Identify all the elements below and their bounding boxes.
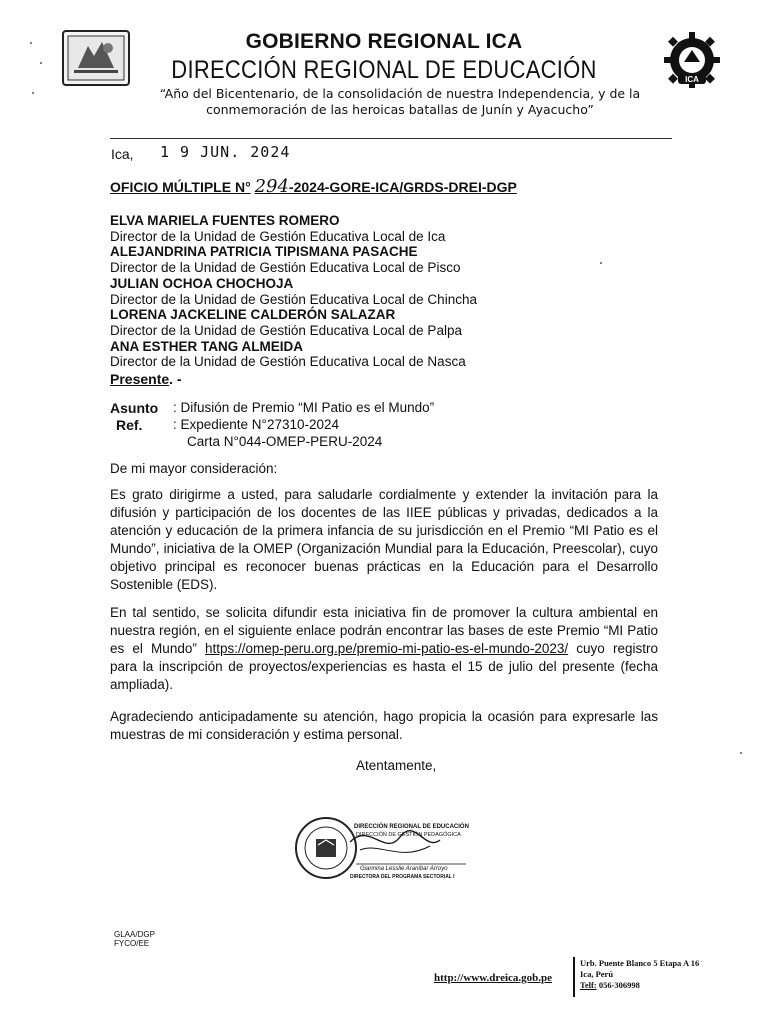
oficio-prefix: OFICIO MÚLTIPLE N° <box>110 179 251 195</box>
recipient-role: Director de la Unidad de Gestión Educativa Local de Chincha <box>110 291 477 307</box>
header-rule <box>110 138 672 139</box>
oficio-suffix: -2024-GORE-ICA/GRDS-DREI-DGP <box>288 179 517 195</box>
signer-name: Giannina Lesslie Aranibar Arroyo <box>360 866 448 872</box>
recipient-role: Director de la Unidad de Gestión Educativa Local de Palpa <box>110 322 462 338</box>
asunto-label: Asunto <box>110 400 159 416</box>
footer-divider <box>573 957 575 997</box>
motto-line-1: “Año del Bicentenario, de la consolidación de nuestra Independencia, y de la <box>159 86 641 101</box>
phone-label: Telf: <box>580 980 597 990</box>
paragraph-closing: Agradeciendo anticipadamente su atención, hago propicia la ocasión para expresarle las muestras de mi consideración y estima personal. <box>110 709 658 742</box>
phone-line <box>580 980 699 991</box>
scan-speck <box>30 42 32 44</box>
recipient-role: Director de la Unidad de Gestión Educativa Local de Ica <box>110 228 446 244</box>
paragraph-request-text: En tal sentido, se solicita difundir esta iniciativa fin de promover la cultura ambiental en nuestra región, en el siguiente enlace podrán encontrar las bases de este Premio “MI Patio es el Mundo” <box>110 605 658 656</box>
motto-line-2: conmemoración de las heroicas batallas de Junín y Ayacucho” <box>206 102 594 117</box>
ref-label: Ref. <box>116 417 143 433</box>
recipient-name: ELVA MARIELA FUENTES ROMERO <box>110 213 340 228</box>
paragraph-invitation: Es grato dirigirme a usted, para saludarle cordialmente y extender la invitación para la difusión y participación de los docentes de las IIEE públicas y privadas, dedicados a la atención y educación de la primera infancia de su jurisdicción en el Premio “MI Patio es el Mundo”, iniciativa de la OMEP (Organización Mundial para la Educación, Preescolar), cuyo objetivo principal es reconocer buenas prácticas en la Educación para el Desarrollo Sostenible (EDS). <box>110 487 658 592</box>
reference-initials <box>114 930 155 948</box>
ref-value-2: Carta N°044-OMEP-PERU-2024 <box>187 434 383 449</box>
recipient-name: ALEJANDRINA PATRICIA TIPISMANA PASACHE <box>110 244 418 260</box>
scan-speck <box>40 62 42 64</box>
oficio-number <box>110 176 517 197</box>
year-motto <box>150 86 650 118</box>
asunto-value: : Difusión de Premio “MI Patio es el Mundo” <box>173 400 435 415</box>
initials-line-1: GLAA/DGP <box>114 930 155 939</box>
greeting: De mi mayor consideración: <box>110 461 278 476</box>
recipient-name: ANA ESTHER TANG ALMEIDA <box>110 338 303 354</box>
recipient-role: Director de la Unidad de Gestión Educativa Local de Pisco <box>110 260 461 276</box>
scan-speck <box>600 262 602 264</box>
oficio-handwritten-number: 294 <box>254 176 289 197</box>
recipient-name: JULIAN OCHOA CHOCHOJA <box>110 275 294 291</box>
ref-value-1: : Expediente N°27310-2024 <box>173 417 340 432</box>
date-stamp: 1 9 JUN. 2024 <box>160 143 291 161</box>
initials-line-2: FYCO/EE <box>114 939 150 948</box>
recipients-block <box>110 213 477 370</box>
scan-speck <box>740 752 742 754</box>
org-title: GOBIERNO REGIONAL ICA <box>245 30 523 53</box>
presente-line <box>110 371 182 387</box>
footer-address <box>580 958 699 991</box>
address-line-2: Ica, Perú <box>580 969 614 979</box>
official-seal <box>290 812 470 884</box>
paragraph-request <box>110 604 658 694</box>
date-city: Ica, <box>111 146 134 162</box>
scan-speck <box>32 92 34 94</box>
presente-rest: . - <box>169 371 182 387</box>
signer-title: DIRECTORA DEL PROGRAMA SECTORIAL I <box>350 874 455 880</box>
recipient-name: LORENA JACKELINE CALDERÓN SALAZAR <box>110 307 396 323</box>
dept-title: DIRECCIÓN REGIONAL DE EDUCACIÓN <box>171 56 597 84</box>
closing-salutation: Atentamente, <box>356 758 437 773</box>
presente-word: Presente <box>110 371 170 387</box>
recipient-role: Director de la Unidad de Gestión Educativa Local de Nasca <box>110 354 466 370</box>
address-line-1: Urb. Puente Blanco 5 Etapa A 16 <box>580 958 700 968</box>
footer-website-link[interactable]: http://www.dreica.gob.pe <box>434 972 553 984</box>
premio-link[interactable]: https://omep-peru.org.pe/premio-mi-patio-es-el-mundo-2023/ <box>204 641 569 656</box>
logo-text: ICA <box>685 75 699 84</box>
seal-line-2: DIRECCIÓN DE GESTIÓN PEDAGÓGICA <box>356 832 461 838</box>
phone-number: 056-306998 <box>596 980 640 990</box>
paragraph-request-text-end: cuyo registro para la inscripción de proyectos/experiencias es hasta el 15 de julio del presente (fecha ampliada). <box>110 641 658 692</box>
seal-line-1: DIRECCIÓN REGIONAL DE EDUCACIÓN <box>354 824 469 830</box>
